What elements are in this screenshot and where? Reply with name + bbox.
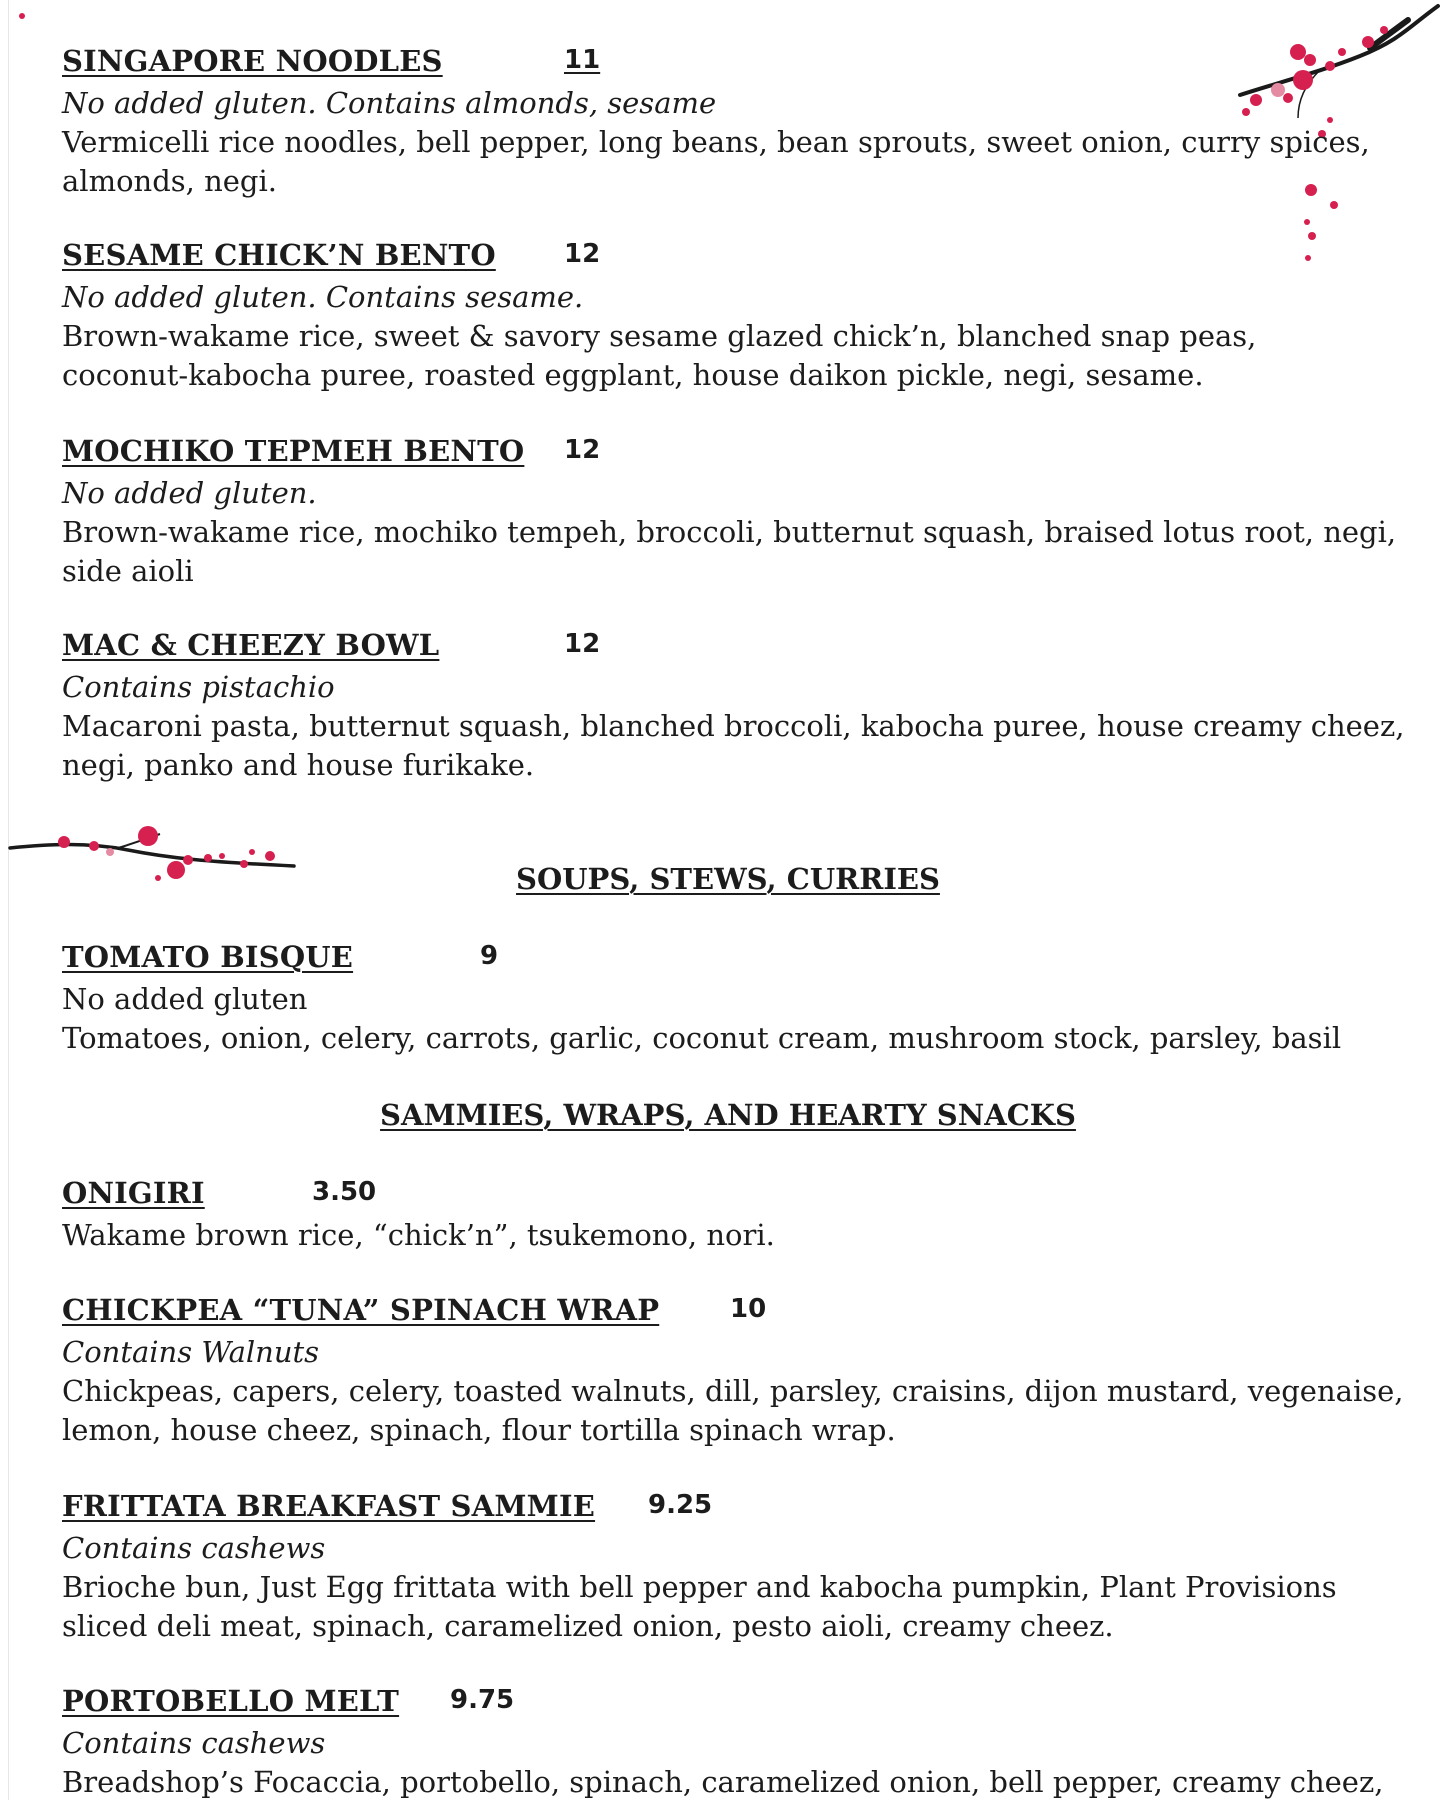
item-description-line: coconut-kabocha puree, roasted eggplant, house daikon pickle, negi, sesame. [62, 358, 1204, 392]
item-description-line: Tomatoes, onion, celery, carrots, garlic, coconut cream, mushroom stock, parsley, basil [62, 1021, 1342, 1055]
blossom-petal-dot [16, 10, 28, 22]
item-price: 12 [564, 239, 601, 269]
item-description-line: Brioche bun, Just Egg frittata with bell pepper and kabocha pumpkin, Plant Provisions [62, 1570, 1337, 1604]
item-note: Contains Walnuts [62, 1335, 320, 1369]
item-note: Contains cashews [62, 1726, 326, 1760]
menu-item-mac-cheezy-bowl [62, 628, 1405, 785]
item-note: Contains cashews [62, 1531, 326, 1565]
item-description-line: lemon, house cheez, spinach, flour tortilla spinach wrap. [62, 1413, 896, 1447]
section-heading-sammies: SAMMIES, WRAPS, AND HEARTY SNACKS [380, 1098, 1076, 1132]
item-description-line: Chickpeas, capers, celery, toasted walnuts, dill, parsley, craisins, dijon mustard, vegenaise, [62, 1374, 1404, 1408]
menu-item-frittata-breakfast-sammie [62, 1489, 1402, 1646]
item-name: FRITTATA BREAKFAST SAMMIE [62, 1489, 596, 1523]
menu-item-sesame-chickn-bento [62, 238, 1402, 395]
item-price: 9 [480, 941, 499, 971]
item-name: TOMATO BISQUE [62, 940, 354, 974]
menu-item-chickpea-tuna-spinach-wrap [62, 1293, 1402, 1450]
menu-item-tomato-bisque [62, 940, 1402, 1058]
item-price: 12 [564, 435, 601, 465]
item-name: ONIGIRI [62, 1176, 205, 1210]
menu-item-mochiko-tempeh-bento [62, 434, 1402, 591]
item-description-line: Brown-wakame rice, sweet & savory sesame glazed chick’n, blanched snap peas, [62, 319, 1257, 353]
item-name: SESAME CHICK’N BENTO [62, 238, 496, 272]
item-note: No added gluten. [62, 476, 317, 510]
item-note: No added gluten [62, 982, 308, 1016]
item-name: PORTOBELLO MELT [62, 1684, 400, 1718]
item-description-line: Brown-wakame rice, mochiko tempeh, broccoli, butternut squash, braised lotus root, negi, [62, 515, 1397, 549]
item-note: No added gluten. Contains almonds, sesame [62, 86, 717, 120]
item-price: 9.75 [450, 1685, 515, 1715]
item-note: Contains pistachio [62, 670, 335, 704]
item-description-line: sliced deli meat, spinach, caramelized onion, pesto aioli, creamy cheez. [62, 1609, 1114, 1643]
item-description-line: Macaroni pasta, butternut squash, blanched broccoli, kabocha puree, house creamy cheez, [62, 709, 1405, 743]
item-description-line: almonds, negi. [62, 164, 277, 198]
item-price: 12 [564, 629, 601, 659]
item-price: 3.50 [312, 1177, 377, 1207]
item-description-line: Wakame brown rice, “chick’n”, tsukemono, nori. [62, 1218, 775, 1252]
menu-item-portobello-melt [62, 1684, 1402, 1802]
item-price: 9.25 [648, 1490, 713, 1520]
section-heading-soups: SOUPS, STEWS, CURRIES [516, 862, 940, 896]
menu-item-singapore-noodles [62, 44, 1402, 201]
item-name: SINGAPORE NOODLES [62, 44, 443, 78]
menu-item-onigiri [62, 1176, 1402, 1255]
item-description-line: Vermicelli rice noodles, bell pepper, long beans, bean sprouts, sweet onion, curry spices, [62, 125, 1370, 159]
item-name: MOCHIKO TEPMEH BENTO [62, 434, 525, 468]
item-description-line: Breadshop’s Focaccia, portobello, spinach, caramelized onion, bell pepper, creamy cheez, [62, 1765, 1384, 1799]
item-name: MAC & CHEEZY BOWL [62, 628, 440, 662]
page-edge-line [8, 0, 9, 1800]
item-name: CHICKPEA “TUNA” SPINACH WRAP [62, 1293, 660, 1327]
item-description-line: side aioli [62, 554, 194, 588]
item-price: 11 [564, 45, 601, 75]
item-note: No added gluten. Contains sesame. [62, 280, 584, 314]
item-price: 10 [730, 1294, 767, 1324]
item-description-line: negi, panko and house furikake. [62, 748, 535, 782]
